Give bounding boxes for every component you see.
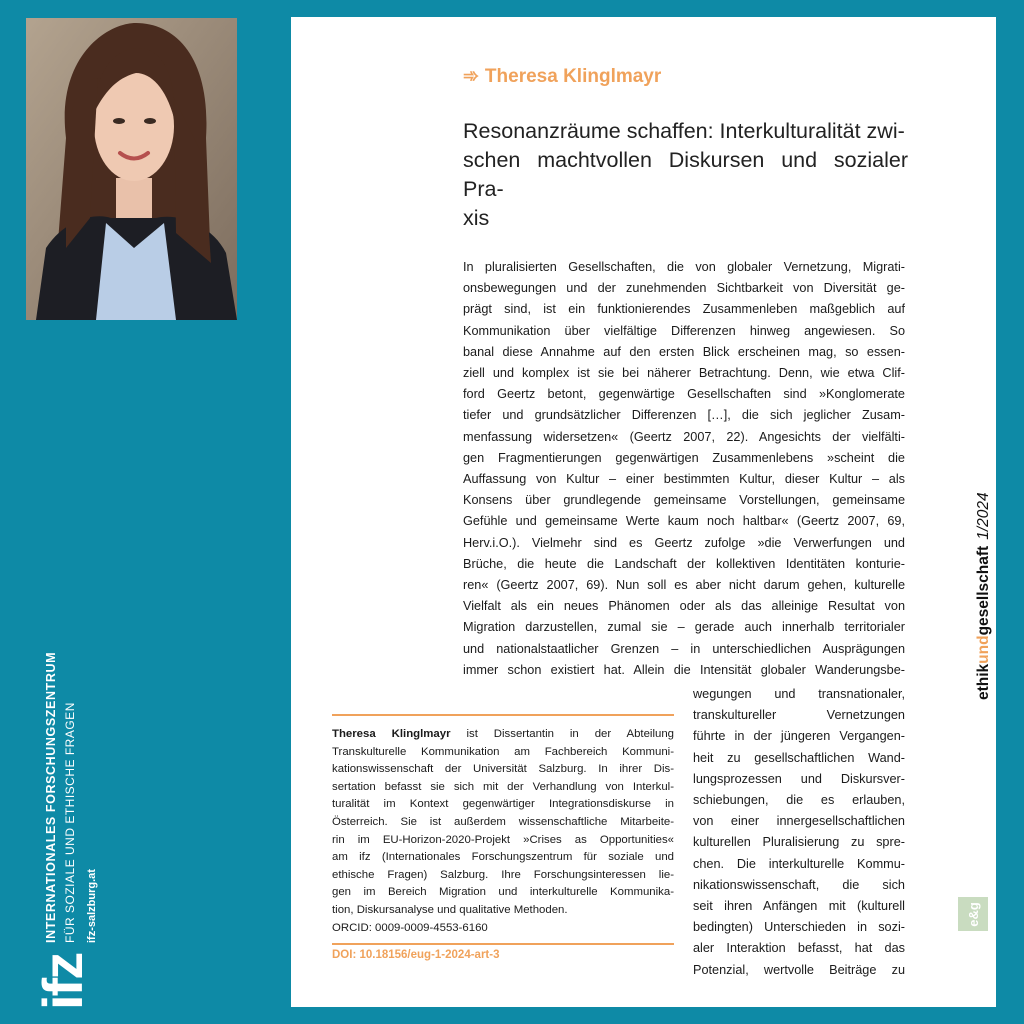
- body-line: prägt sind, ist ein funktionierendes Zusammenleben maßgeblich auf: [463, 302, 905, 317]
- bio-line: turalität im Kontext gegenwärtiger Integrationsdiskurse in: [332, 798, 674, 811]
- journal-issue: 1/2024: [975, 492, 992, 540]
- body-line: seit ihren Anfängen mit (kulturell: [693, 899, 905, 914]
- body-line: aler Interaktion befasst, hat das: [693, 941, 905, 956]
- title-line: Resonanzräume schaffen: Interkulturalität zwi-: [463, 119, 905, 143]
- author-portrait: [26, 18, 237, 320]
- author-bio: [332, 716, 674, 937]
- body-line: nikationswissenschaft, die sich: [693, 877, 905, 892]
- body-line: Auffassung von Kultur – einer bestimmten Kultur, dieser Kultur – als: [463, 472, 905, 487]
- author-heading: [463, 65, 661, 88]
- bio-line: rin im EU-Horizon-2020-Projekt »Crises as Opportunities«: [332, 833, 674, 846]
- body-line: menfassung widersetzen« (Geertz 2007, 22). Angesichts der vielfälti-: [463, 429, 905, 444]
- body-line: Brüche, die heute die Landschaft der kollektiven Identitäten konturie-: [463, 556, 905, 571]
- bio-line: ethische Fragen) Salzburg. Ihre Forschungsinteressen lie-: [332, 868, 674, 881]
- bio-line: Österreich. Sie ist außerdem wissenschaftliche Mitarbeite-: [332, 815, 674, 828]
- body-line: ziell und komplex ist sie bei näherer Betrachtung. Denn, wie etwa Clif-: [463, 366, 905, 381]
- body-line: Migration darzustellen, zumal sie – gerade auch innerhalb territorialer: [463, 620, 905, 635]
- bio-line: Transkulturelle Kommunikation am Fachbereich Kommuni-: [332, 745, 674, 758]
- bio-line: tion, Diskursanalyse und qualitative Methoden.: [332, 903, 568, 916]
- body-line: Potenzial, wertvolle Beiträge zu: [693, 962, 905, 977]
- body-line: und nationalstaatlicher Grenzen – in unterschiedlichen Ausprägungen: [463, 641, 905, 656]
- author-name: Theresa Klinglmayr: [484, 66, 662, 87]
- body-line: gen Fragmentierungen gegenwärtigen Zusammenlebens »scheint die: [463, 450, 905, 465]
- body-line: Herv.i.O.). Vielmehr sind es Geertz zufolge »die Verwerfungen und: [463, 535, 905, 550]
- body-line: onsbewegungen und der zunehmenden Sichtbarkeit von Diversität ge-: [463, 281, 905, 296]
- body-line: Kommunikation über vielfältige Differenzen hinweg angewiesen. So: [463, 323, 905, 338]
- ifz-logo: ifz: [31, 953, 94, 1010]
- body-line: führte in der jüngeren Vergangen-: [693, 729, 905, 744]
- bio-line: kationswissenschaft der Universität Salzburg. In ihrer Dis-: [332, 763, 674, 776]
- body-line: Gefühle und gemeinsame Werte kaum noch haltbar« (Geertz 2007, 69,: [463, 514, 905, 529]
- bio-line: am ifz (Internationales Forschungszentrum für soziale und: [332, 851, 674, 864]
- arrow-icon: ➾: [463, 66, 479, 87]
- body-line: transkultureller Vernetzungen: [693, 708, 905, 723]
- body-line: kulturellen Pluralisierung zu spre-: [693, 835, 905, 850]
- body-line: immer schon existiert hat. Allein die Intensität globaler Wanderungsbe-: [463, 662, 905, 677]
- orcid[interactable]: ORCID: 0009-0009-4553-6160: [332, 921, 488, 934]
- journal-name: ethikundgesellschaft1/2024: [975, 492, 992, 700]
- divider: [332, 943, 674, 945]
- article-title: [463, 117, 908, 233]
- body-line: ford Geertz betont, gegenwärtige Gesellschaften sind »Konglomerate: [463, 387, 905, 402]
- title-line: xis: [463, 206, 490, 230]
- body-line: heit zu gesellschaftlichen Wand-: [693, 750, 905, 765]
- body-line: chen. Die interkulturelle Kommu-: [693, 856, 905, 871]
- bio-line: Theresa Klinglmayr ist Dissertantin in der Abteilung: [332, 728, 674, 740]
- institute-name-line2: FÜR SOZIALE UND ETHISCHE FRAGEN: [63, 702, 77, 943]
- body-line: von einer innergesellschaftlichen: [693, 814, 905, 829]
- body-line: wegungen und transnationaler,: [693, 687, 905, 701]
- body-line: Vielfalt als ein neues Phänomen oder als das alleinige Resultat von: [463, 599, 905, 614]
- institute-name-line1: INTERNATIONALES FORSCHUNGSZENTRUM: [44, 651, 58, 943]
- bio-line: sertation befasst sie sich mit der Verhandlung von Interkul-: [332, 780, 674, 793]
- body-line: Konsens über grundlegende gemeinsame Vorstellungen, gemeinsame: [463, 493, 905, 508]
- body-line: schiebungen, die es erlauben,: [693, 793, 905, 808]
- body-line: ren« (Geertz 2007, 69). Nun soll es aber nicht darum gehen, kulturelle: [463, 578, 905, 593]
- author-bio-box: [332, 714, 674, 961]
- body-line: In pluralisierten Gesellschaften, die von globaler Vernetzung, Migrati-: [463, 260, 905, 274]
- body-line: tiefer und grundsätzlicher Differenzen […], die sich jeglicher Zusam-: [463, 408, 905, 423]
- body-line: bedingten) Unterschieden in sozi-: [693, 920, 905, 935]
- bio-author-name: Theresa Klinglmayr: [332, 728, 451, 740]
- body-line: banal diese Annahme auf den ersten Blick erscheinen mag, so essen-: [463, 344, 905, 359]
- bio-line: gen im Bereich Migration und interkulturelle Kommunika-: [332, 886, 674, 899]
- doi-link[interactable]: DOI: 10.18156/eug-1-2024-art-3: [332, 949, 500, 962]
- institute-url[interactable]: ifz-salzburg.at: [86, 869, 98, 943]
- body-line: lungsprozessen und Diskursver-: [693, 771, 905, 786]
- article-page: [291, 17, 996, 1007]
- title-line: schen machtvollen Diskursen und sozialer Pra-: [463, 148, 908, 201]
- journal-badge: e&g: [958, 897, 988, 931]
- article-body-continued: [693, 684, 905, 981]
- article-body: [463, 257, 905, 681]
